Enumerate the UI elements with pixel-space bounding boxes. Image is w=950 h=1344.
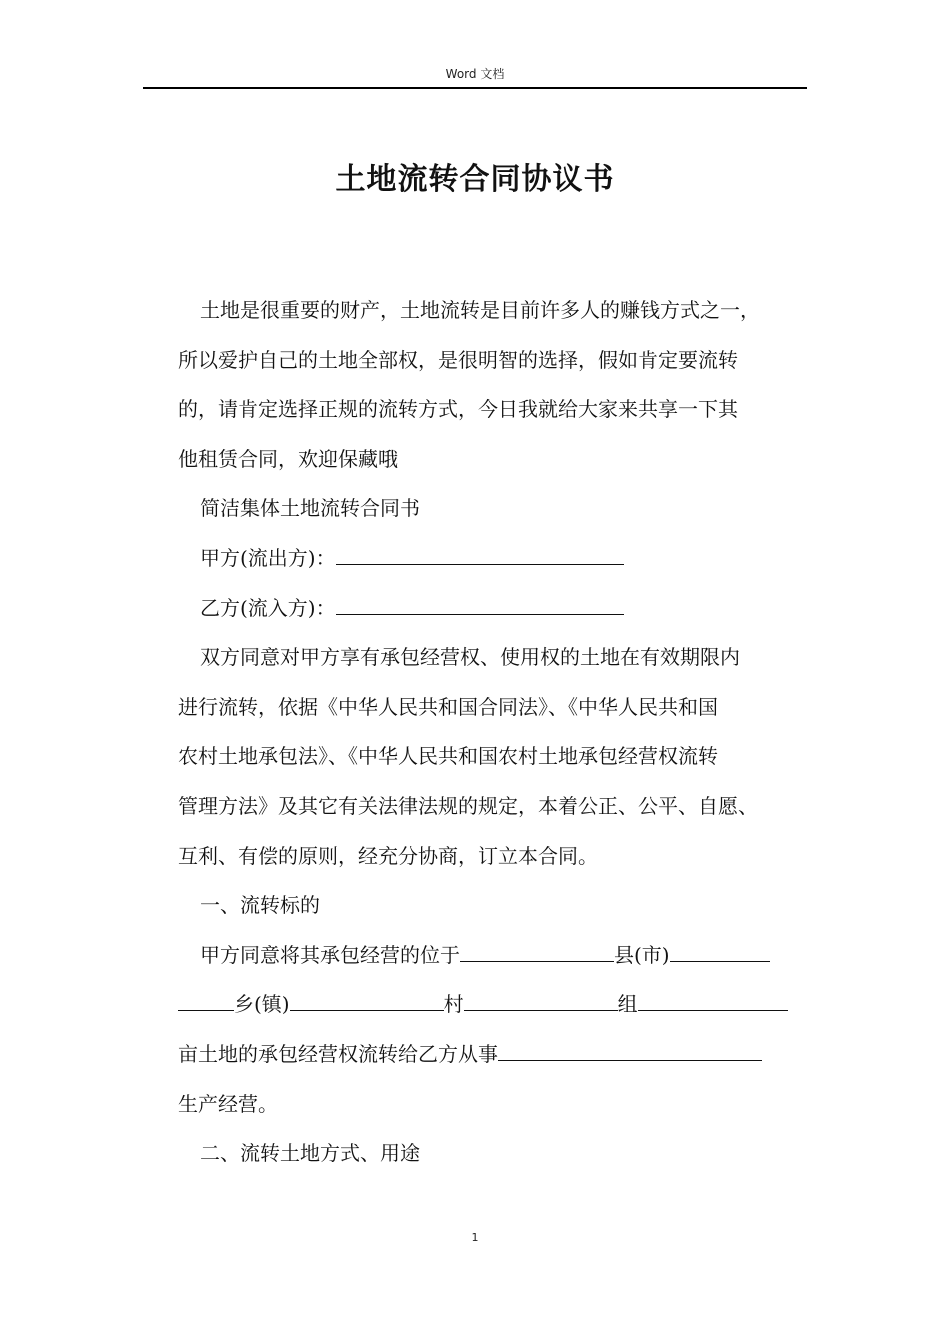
business-blank xyxy=(498,1042,762,1061)
section-1-line-4: 生产经营。 xyxy=(178,1091,278,1116)
document-title: 土地流转合同协议书 xyxy=(335,162,615,197)
group-blank xyxy=(638,992,788,1011)
township-lead-blank xyxy=(178,992,234,1011)
county-blank xyxy=(460,943,614,962)
party-b-line xyxy=(178,584,818,634)
agreement-line-2: 进行流转，依据《中华人民共和国合同法》、《中华人民共和国 xyxy=(178,694,718,719)
section-1-heading: 一、流转标的 xyxy=(200,893,320,918)
section-1-line-3 xyxy=(178,1030,818,1080)
group-label: 组 xyxy=(617,992,638,1017)
mu-text: 亩土地的承包经营权流转给乙方从事 xyxy=(178,1041,498,1066)
party-a-line xyxy=(178,534,818,584)
village-blank xyxy=(464,992,618,1011)
agreement-line-1: 双方同意对甲方享有承包经营权、使用权的土地在有效期限内 xyxy=(200,645,740,670)
page-number: 1 xyxy=(471,1231,479,1244)
county-tail-blank xyxy=(670,943,770,962)
header-rule xyxy=(143,87,807,89)
village-label: 村 xyxy=(443,992,464,1017)
township-blank xyxy=(290,992,444,1011)
agreement-line-3: 农村土地承包法》、《中华人民共和国农村土地承包经营权流转 xyxy=(178,744,718,769)
intro-line-3: 的，请肯定选择正规的流转方式，今日我就给大家来共享一下其 xyxy=(178,397,738,422)
intro-line-4: 他租赁合同，欢迎保藏哦 xyxy=(178,446,398,471)
county-label: 县(市) xyxy=(614,942,670,967)
party-b-label: 乙方(流入方)： xyxy=(200,595,336,620)
agreement-line-5: 互利、有偿的原则，经充分协商，订立本合同。 xyxy=(178,843,598,868)
party-a-blank xyxy=(336,546,624,565)
agreement-line-4: 管理方法》及其它有关法律法规的规定，本着公正、公平、自愿、 xyxy=(178,793,758,818)
document-body xyxy=(178,286,818,1179)
party-a-label: 甲方(流出方)： xyxy=(200,545,336,570)
section-1-line-1 xyxy=(178,931,818,981)
party-b-blank xyxy=(336,596,624,615)
intro-line-1: 土地是很重要的财产，土地流转是目前许多人的赚钱方式之一， xyxy=(200,298,760,322)
intro-line-2: 所以爱护自己的土地全部权，是很明智的选择，假如肯定要流转 xyxy=(178,347,738,372)
section-1-line-2 xyxy=(178,980,818,1030)
section-2-heading: 二、流转土地方式、用途 xyxy=(200,1141,420,1166)
township-label: 乡(镇) xyxy=(234,992,290,1017)
page-header: Word 文档 xyxy=(445,67,505,81)
contract-title: 简洁集体土地流转合同书 xyxy=(200,496,420,521)
location-text: 甲方同意将其承包经营的位于 xyxy=(200,942,460,967)
